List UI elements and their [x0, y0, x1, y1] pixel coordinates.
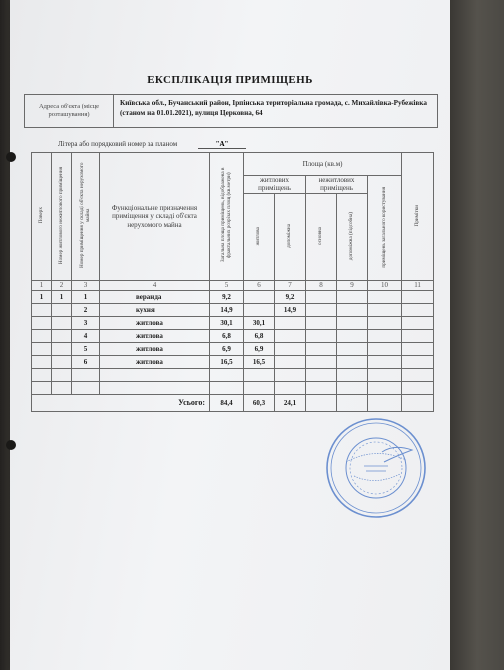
- header-area-group: Площа (кв.м): [244, 153, 402, 176]
- total-label: Усього:: [32, 394, 210, 411]
- cell-empty: [402, 303, 434, 316]
- cell-room: 1: [72, 290, 100, 303]
- cell-purpose: кухня: [100, 303, 210, 316]
- header-auxiliary: допоміжна: [275, 193, 306, 280]
- column-numbers-row: [32, 280, 434, 290]
- col-number: 5: [210, 280, 244, 290]
- cell-aux: 9,2: [275, 290, 306, 303]
- cell-empty: [32, 381, 52, 394]
- cell-empty: [368, 368, 402, 381]
- cell-empty: [306, 303, 337, 316]
- cell-empty: [244, 381, 275, 394]
- cell-empty: [306, 290, 337, 303]
- cell-empty: [368, 316, 402, 329]
- table-row: [32, 316, 434, 329]
- cell-floor: 1: [32, 290, 52, 303]
- cell-living: 16,5: [244, 355, 275, 368]
- header-apt-no: Номер житлового нежитлового приміщення: [52, 153, 72, 281]
- cell-empty: [402, 290, 434, 303]
- stamp-outer-ring: [327, 419, 425, 517]
- cell-total: 6,9: [210, 342, 244, 355]
- cell-room: 5: [72, 342, 100, 355]
- cell-apt: [52, 329, 72, 342]
- cell-aux: [275, 329, 306, 342]
- cell-empty: [306, 368, 337, 381]
- cell-empty: [210, 368, 244, 381]
- cell-living: 30,1: [244, 316, 275, 329]
- cell-floor: [32, 316, 52, 329]
- cell-empty: [100, 368, 210, 381]
- stamp-dotted-ring: [350, 442, 402, 494]
- cell-aux: [275, 342, 306, 355]
- cell-empty: [306, 394, 337, 411]
- table-row: [32, 329, 434, 342]
- header-common: приміщень загального користування: [368, 176, 402, 281]
- cell-empty: [368, 355, 402, 368]
- cell-purpose: житлова: [100, 316, 210, 329]
- cell-total: 9,2: [210, 290, 244, 303]
- cell-apt: [52, 355, 72, 368]
- header-room-no: Номер приміщення у складі об'єкта нерухомого майна: [72, 153, 100, 281]
- cell-empty: [337, 303, 368, 316]
- cell-empty: [275, 381, 306, 394]
- cell-empty: [306, 316, 337, 329]
- col-number: 4: [100, 280, 210, 290]
- cell-empty: [52, 368, 72, 381]
- cell-empty: [368, 394, 402, 411]
- cell-empty: [337, 381, 368, 394]
- document-title: ЕКСПЛІКАЦІЯ ПРИМІЩЕНЬ: [147, 74, 313, 86]
- cell-empty: [368, 290, 402, 303]
- cell-living: 6,9: [244, 342, 275, 355]
- explication-table: [31, 152, 434, 412]
- cell-empty: [368, 303, 402, 316]
- header-main: основна: [306, 193, 337, 280]
- stamp-signature: [382, 447, 412, 462]
- col-number: 11: [402, 280, 434, 290]
- cell-empty: [337, 355, 368, 368]
- cell-total: 14,9: [210, 303, 244, 316]
- cell-empty: [306, 381, 337, 394]
- cell-floor: [32, 342, 52, 355]
- address-label: Адреса об'єкта (місце розташування): [25, 95, 114, 127]
- header-purpose: Функціональне призначення приміщення у складі об'єкта нерухомого майна: [100, 153, 210, 281]
- cell-aux: [275, 316, 306, 329]
- cell-total: 6,8: [210, 329, 244, 342]
- header-aux2: допоміжна (підсобна): [337, 193, 368, 280]
- cell-empty: [52, 381, 72, 394]
- cell-floor: [32, 303, 52, 316]
- header-total-area: Загальна площа приміщень, відображена в фрактальних розрізах площ (кв.метри): [210, 153, 244, 281]
- litera-value: "А": [198, 140, 246, 149]
- col-number: 7: [275, 280, 306, 290]
- stamp-text-arc: [346, 453, 406, 462]
- stamp-center-lines: [364, 466, 388, 471]
- cell-empty: [210, 381, 244, 394]
- cell-empty: [402, 329, 434, 342]
- header-row: [32, 153, 434, 176]
- table-row-blank: [32, 381, 434, 394]
- col-number: 3: [72, 280, 100, 290]
- total-row: [32, 394, 434, 411]
- cell-total: 16,5: [210, 355, 244, 368]
- cell-empty: [337, 316, 368, 329]
- cell-purpose: житлова: [100, 342, 210, 355]
- cell-empty: [306, 342, 337, 355]
- stamp-ring: [331, 423, 421, 513]
- total-living: 60,3: [244, 394, 275, 411]
- table-row: [32, 303, 434, 316]
- cell-empty: [32, 368, 52, 381]
- cell-empty: [402, 355, 434, 368]
- document-page: [10, 0, 450, 670]
- cell-empty: [337, 394, 368, 411]
- cell-purpose: веранда: [100, 290, 210, 303]
- cell-empty: [402, 316, 434, 329]
- cell-living: [244, 290, 275, 303]
- cell-empty: [337, 290, 368, 303]
- cell-aux: [275, 355, 306, 368]
- cell-room: 4: [72, 329, 100, 342]
- cell-empty: [368, 381, 402, 394]
- cell-empty: [402, 394, 434, 411]
- cell-floor: [32, 329, 52, 342]
- col-number: 1: [32, 280, 52, 290]
- cell-empty: [402, 368, 434, 381]
- punch-hole: [6, 440, 16, 450]
- cell-floor: [32, 355, 52, 368]
- col-number: 6: [244, 280, 275, 290]
- cell-living: [244, 303, 275, 316]
- cell-apt: [52, 342, 72, 355]
- litera-label: Літера або порядковий номер за планом: [58, 140, 178, 148]
- official-stamp: [324, 416, 428, 520]
- punch-hole: [6, 152, 16, 162]
- cell-room: 6: [72, 355, 100, 368]
- cell-room: 3: [72, 316, 100, 329]
- cell-living: 6,8: [244, 329, 275, 342]
- cell-empty: [306, 329, 337, 342]
- cell-empty: [402, 342, 434, 355]
- cell-empty: [275, 368, 306, 381]
- cell-empty: [72, 368, 100, 381]
- cell-empty: [306, 355, 337, 368]
- cell-aux: 14,9: [275, 303, 306, 316]
- col-number: 10: [368, 280, 402, 290]
- cell-empty: [337, 342, 368, 355]
- col-number: 9: [337, 280, 368, 290]
- cell-purpose: житлова: [100, 329, 210, 342]
- header-living: житлова: [244, 193, 275, 280]
- cell-empty: [100, 381, 210, 394]
- address-box: [24, 94, 438, 128]
- cell-empty: [337, 368, 368, 381]
- header-nonliving-group: нежитлових приміщень: [306, 176, 368, 194]
- header-notes: Примітки: [402, 153, 434, 281]
- header-living-group: житлових приміщень: [244, 176, 306, 194]
- cell-empty: [368, 329, 402, 342]
- header-floor: Поверх: [32, 153, 52, 281]
- cell-empty: [244, 368, 275, 381]
- cell-empty: [368, 342, 402, 355]
- cell-apt: 1: [52, 290, 72, 303]
- cell-purpose: житлова: [100, 355, 210, 368]
- table-row: [32, 342, 434, 355]
- total-area: 84,4: [210, 394, 244, 411]
- cell-apt: [52, 303, 72, 316]
- address-value: Київська обл., Бучанський район, Ірпінська територіальна громада, с. Михайлівка-Рубежівка (станом на 01.01.2021), вулиця Церковна, 64: [120, 99, 427, 117]
- cell-total: 30,1: [210, 316, 244, 329]
- table-row: [32, 355, 434, 368]
- stamp-text-arc: [354, 474, 400, 481]
- cell-room: 2: [72, 303, 100, 316]
- col-number: 8: [306, 280, 337, 290]
- cell-apt: [52, 316, 72, 329]
- cell-empty: [402, 381, 434, 394]
- right-background: [450, 0, 504, 670]
- table-row: [32, 290, 434, 303]
- cell-empty: [72, 381, 100, 394]
- total-aux: 24,1: [275, 394, 306, 411]
- cell-empty: [337, 329, 368, 342]
- table-row-blank: [32, 368, 434, 381]
- col-number: 2: [52, 280, 72, 290]
